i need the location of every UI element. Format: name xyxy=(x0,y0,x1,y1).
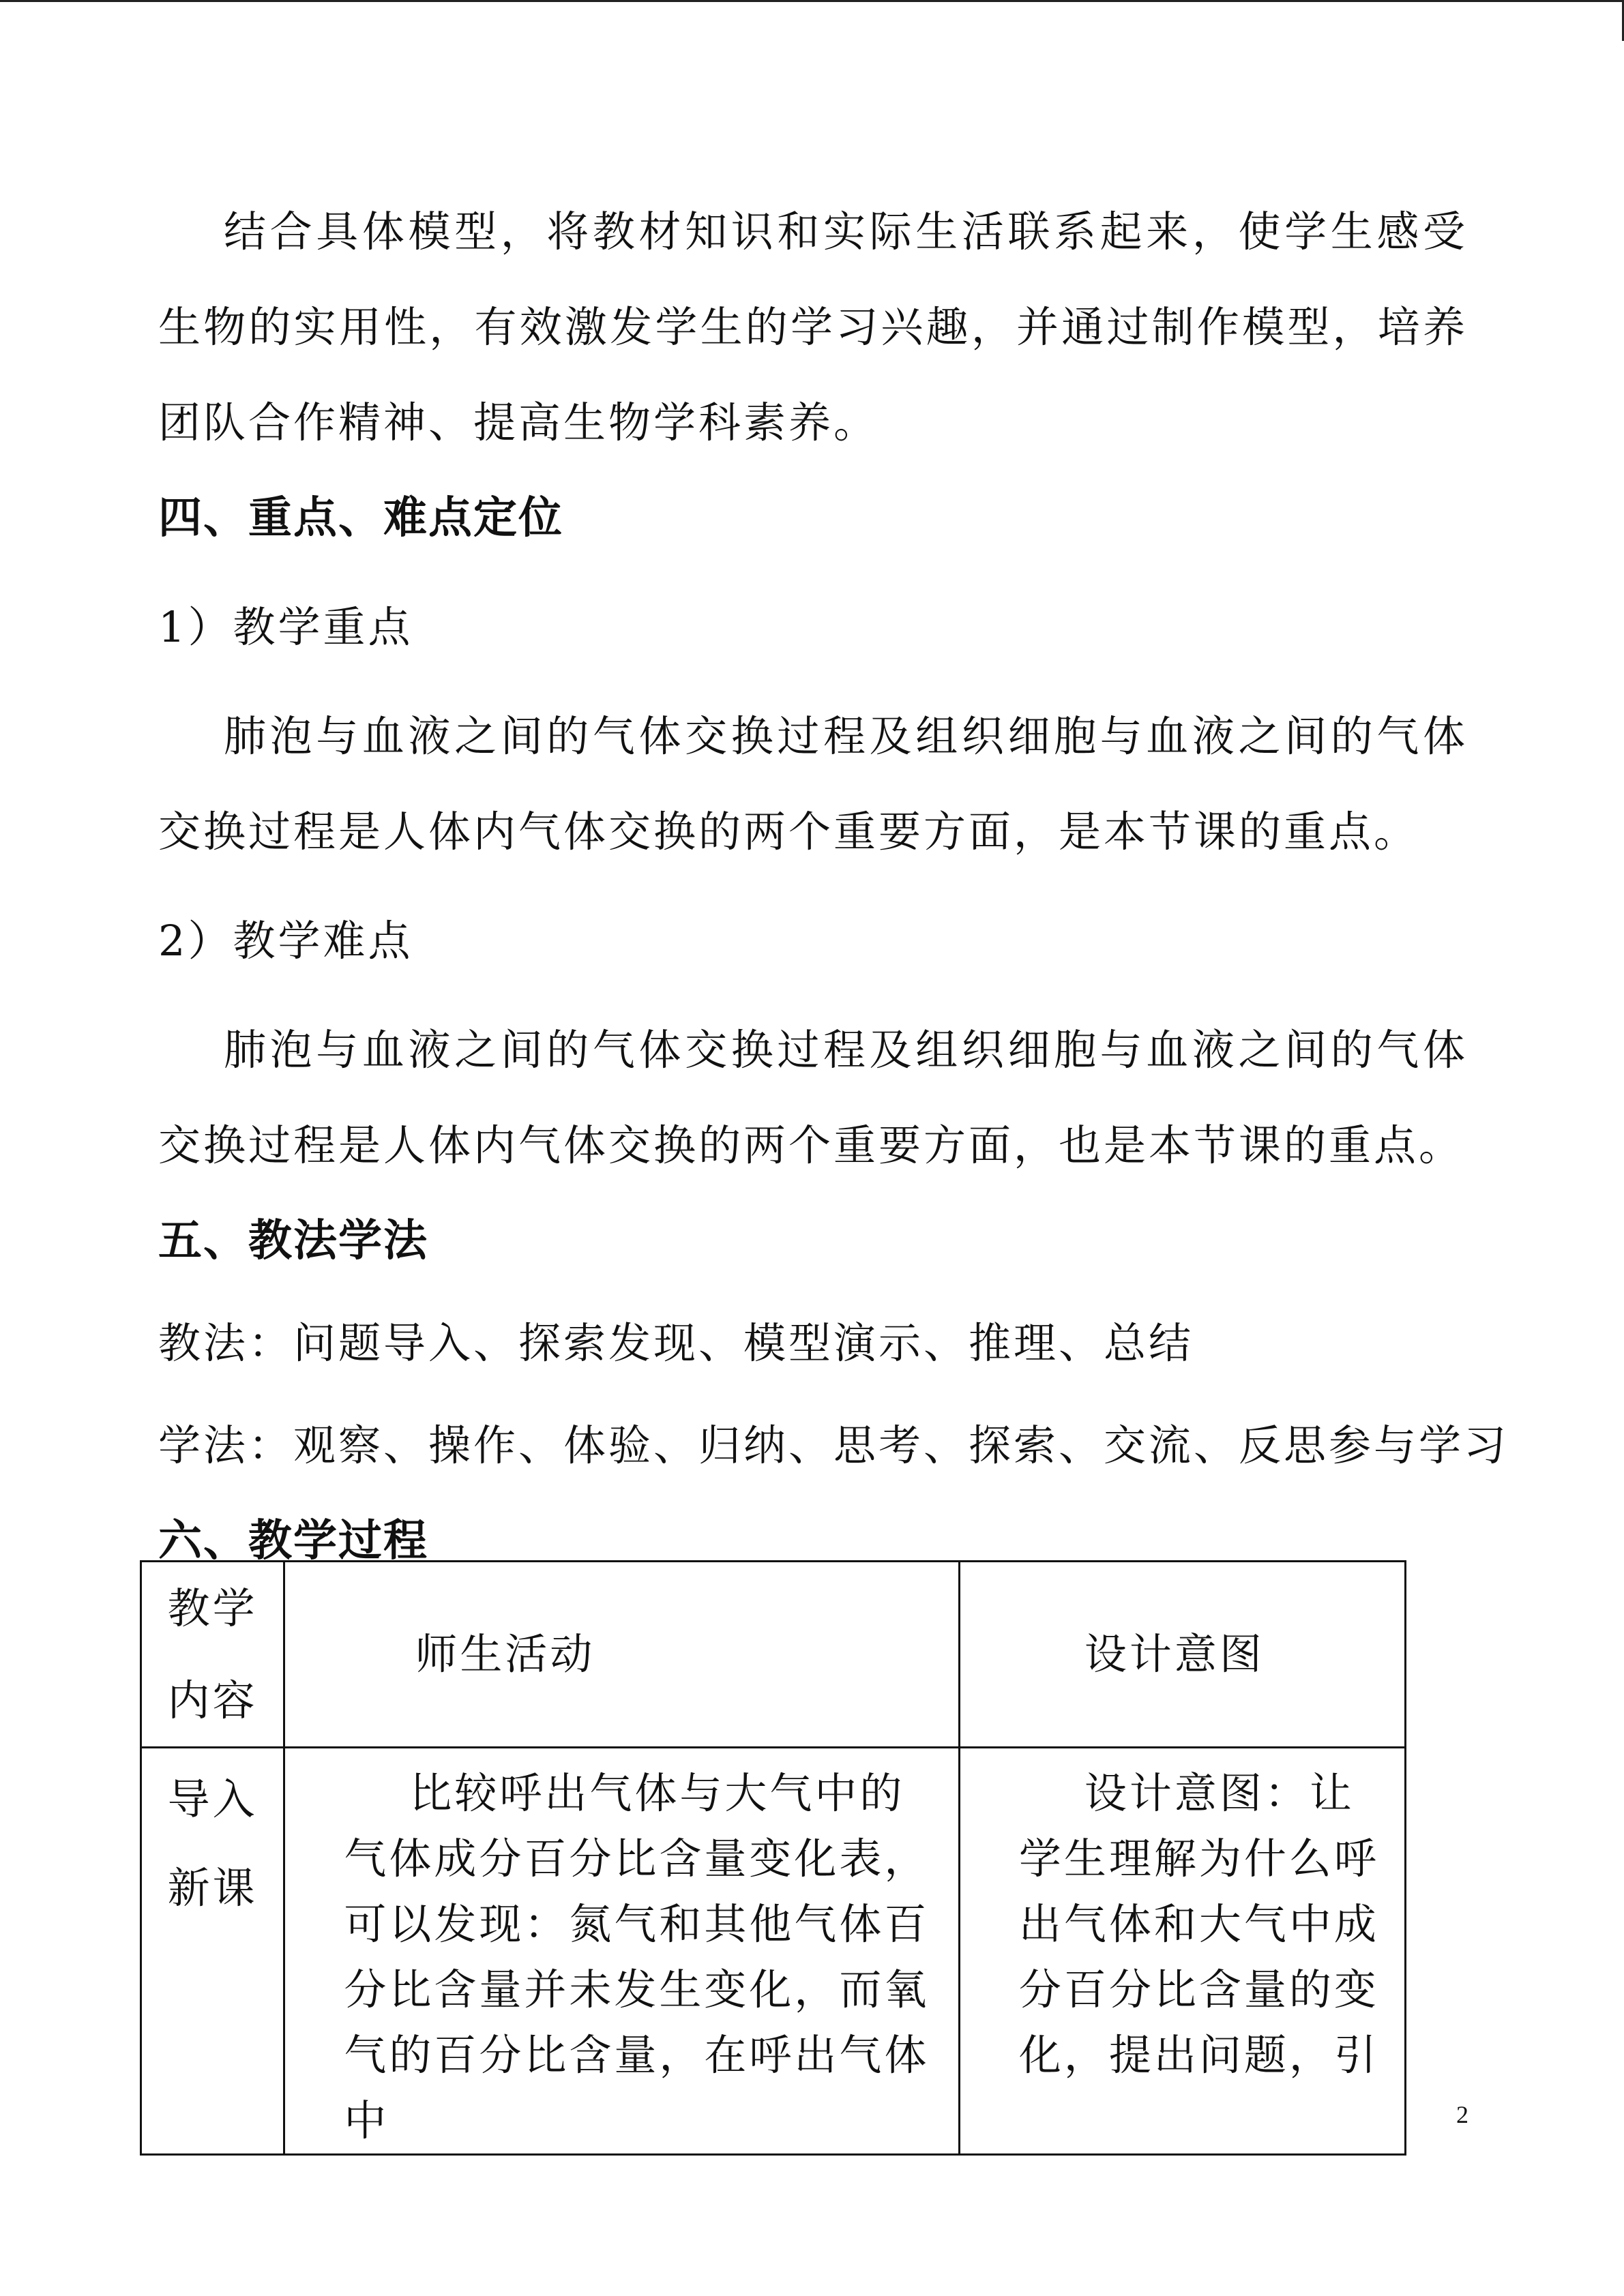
section4-sub2-title: 2）教学难点 xyxy=(158,916,413,966)
row-intent-cell: 设计意图：让学生理解为什么呼出气体和大气中成分百分比含量的变化，提出问题，引 xyxy=(959,1748,1405,2155)
row-content-line1: 导入 xyxy=(167,1774,258,1824)
section4-heading: 四、重点、难点定位 xyxy=(158,493,563,543)
table-row xyxy=(141,1748,1406,2155)
section6-heading: 六、教学过程 xyxy=(158,1516,428,1566)
section5-heading: 五、教法学法 xyxy=(158,1216,428,1266)
header-intent-cell: 设计意图 xyxy=(959,1562,1405,1748)
section4-sub1-text: 肺泡与血液之间的气体交换过程及组织细胞与血液之间的气体交换过程是人体内气体交换的两个重要方面，是本节课的重点。 xyxy=(158,711,1468,856)
table-header-row xyxy=(141,1562,1406,1748)
intro-paragraph: 结合具体模型，将教材知识和实际生活联系起来，使学生感受生物的实用性，有效激发学生的学习兴趣，并通过制作模型，培养团队合作精神、提高生物学科素养。 xyxy=(158,207,1468,447)
document-body xyxy=(158,184,1509,1589)
row-content-cell xyxy=(141,1748,284,2155)
teaching-methods: 教法：问题导入、探索发现、模型演示、推理、总结 xyxy=(158,1318,1194,1368)
top-border-line xyxy=(0,0,1624,2)
section4-sub2-text: 肺泡与血液之间的气体交换过程及组织细胞与血液之间的气体交换过程是人体内气体交换的两个重要方面，也是本节课的重点。 xyxy=(158,1025,1468,1170)
header-activity-cell: 师生活动 xyxy=(284,1562,960,1748)
learning-methods: 学法：观察、操作、体验、归纳、思考、探索、交流、反思参与学习 xyxy=(158,1420,1509,1470)
row-content-line2: 新课 xyxy=(167,1863,258,1913)
row-activity-cell: 比较呼出气体与大气中的气体成分百分比含量变化表，可以发现：氮气和其他气体百分比含量并未发生变化，而氧气的百分比含量，在呼出气体中 xyxy=(284,1748,960,2155)
header-content-line1: 教学 xyxy=(167,1583,258,1633)
section4-sub1-title: 1）教学重点 xyxy=(158,602,413,652)
header-content-line2: 内容 xyxy=(167,1675,258,1725)
page-number: 2 xyxy=(1456,2101,1468,2128)
teaching-process-table xyxy=(140,1560,1406,2156)
header-content-cell xyxy=(141,1562,284,1748)
